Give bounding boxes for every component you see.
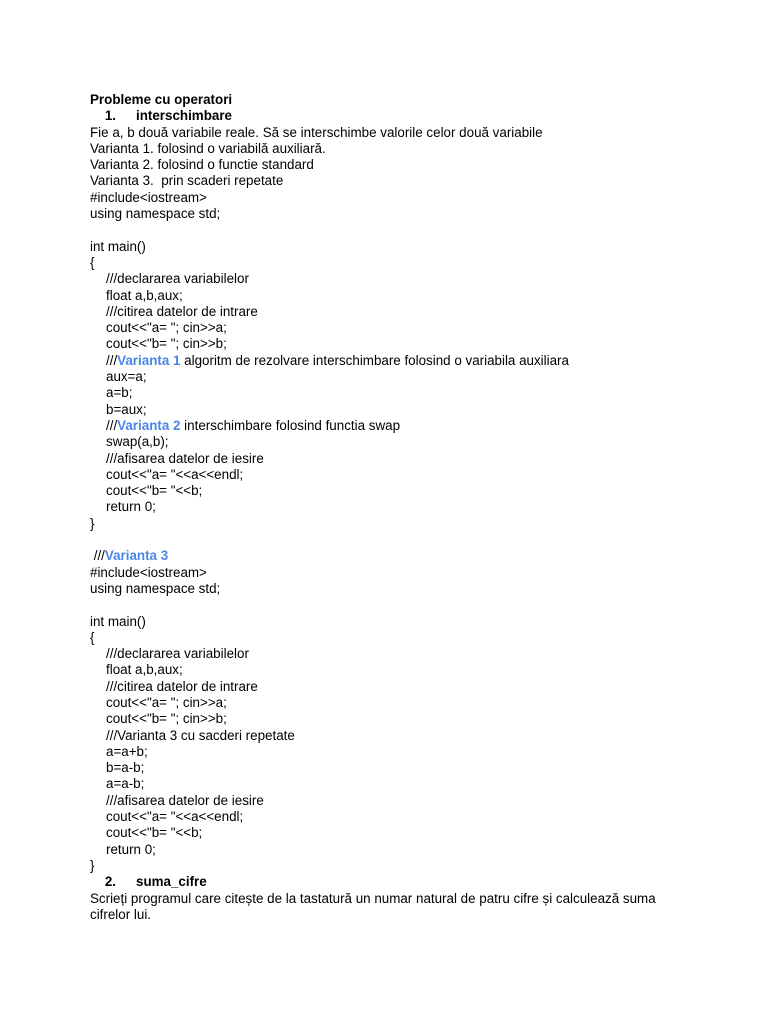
code-line: b=aux; [106, 401, 147, 417]
variant-3-label: Varianta 3 [104, 548, 169, 564]
code-line: #include<iostream> [90, 564, 207, 580]
code-comment-variant-2 [90, 418, 690, 434]
code-line: cout<<"a= "<<a<<endl; [106, 466, 244, 482]
comment-prefix: /// [106, 417, 118, 433]
code-line: float a,b,aux; [106, 662, 183, 678]
code-line: int main() [90, 613, 146, 629]
code-comment-variant-1 [90, 353, 690, 369]
code-line: cout<<"b= "; cin>>b; [106, 711, 227, 727]
code-line: { [90, 629, 95, 645]
variant-2-label: Varianta 2 [117, 417, 181, 433]
code-comment-variant-3 [90, 548, 690, 564]
code-line: ///Varianta 3 cu sacderi repetate [106, 727, 295, 743]
comment-prefix: /// [90, 548, 105, 564]
code-line: int main() [90, 238, 146, 254]
blank-line [90, 532, 690, 548]
blank-line [90, 222, 690, 238]
code-line: aux=a; [106, 369, 147, 385]
code-line: cout<<"a= "; cin>>a; [106, 694, 227, 710]
code-line: cout<<"b= "<<b; [106, 483, 203, 499]
section-1-heading [90, 108, 690, 124]
section-2-title: suma_cifre [136, 874, 207, 890]
section-2-statement: Scrieți programul care citește de la tastatură un numar natural de patru cifre și calculează suma cifrelor lui. [90, 890, 656, 922]
code-line: a=b; [106, 385, 133, 401]
variant-1-label: Varianta 1 [117, 352, 181, 368]
document-title: Probleme cu operatori [90, 92, 233, 107]
comment-prefix: /// [106, 352, 118, 368]
code-line: ///afisarea datelor de iesire [106, 792, 264, 808]
code-line: a=a-b; [106, 776, 145, 792]
section-1-statement: Fie a, b două variabile reale. Să se interschimbe valorile celor două variabile [90, 124, 543, 140]
comment-text: algoritm de rezolvare interschimbare folosind o variabila auxiliara [180, 352, 569, 368]
variant-2-line: Varianta 2. folosind o functie standard [90, 157, 314, 173]
code-line: #include<iostream> [90, 189, 207, 205]
section-1-number: 1. [104, 108, 116, 124]
variant-1-line: Varianta 1. folosind o variabilă auxiliară. [90, 140, 326, 156]
code-line: ///citirea datelor de intrare [106, 303, 258, 319]
code-line: } [90, 515, 95, 531]
code-line: } [90, 857, 95, 873]
document-content [90, 92, 690, 923]
section-2-heading [90, 874, 690, 890]
code-line: b=a-b; [106, 760, 145, 776]
code-line: float a,b,aux; [106, 287, 183, 303]
section-1-title: interschimbare [136, 108, 233, 124]
code-line: return 0; [106, 841, 156, 857]
code-line: a=a+b; [106, 743, 148, 759]
code-line: ///citirea datelor de intrare [106, 678, 258, 694]
code-line: ///declararea variabilelor [106, 646, 249, 662]
variant-3-line: Varianta 3. prin scaderi repetate [90, 173, 284, 189]
code-line: using namespace std; [90, 206, 221, 222]
code-line: cout<<"b= "<<b; [106, 825, 203, 841]
code-line: using namespace std; [90, 580, 221, 596]
code-line: ///declararea variabilelor [106, 271, 249, 287]
code-line: return 0; [106, 499, 156, 515]
code-line: cout<<"b= "; cin>>b; [106, 336, 227, 352]
code-line: cout<<"a= "; cin>>a; [106, 320, 227, 336]
code-line: ///afisarea datelor de iesire [106, 450, 264, 466]
comment-text: interschimbare folosind functia swap [180, 417, 401, 433]
code-line: swap(a,b); [106, 434, 169, 450]
blank-line [90, 597, 690, 613]
code-line: cout<<"a= "<<a<<endl; [106, 809, 244, 825]
code-line: { [90, 254, 95, 270]
section-2-number: 2. [104, 874, 116, 890]
